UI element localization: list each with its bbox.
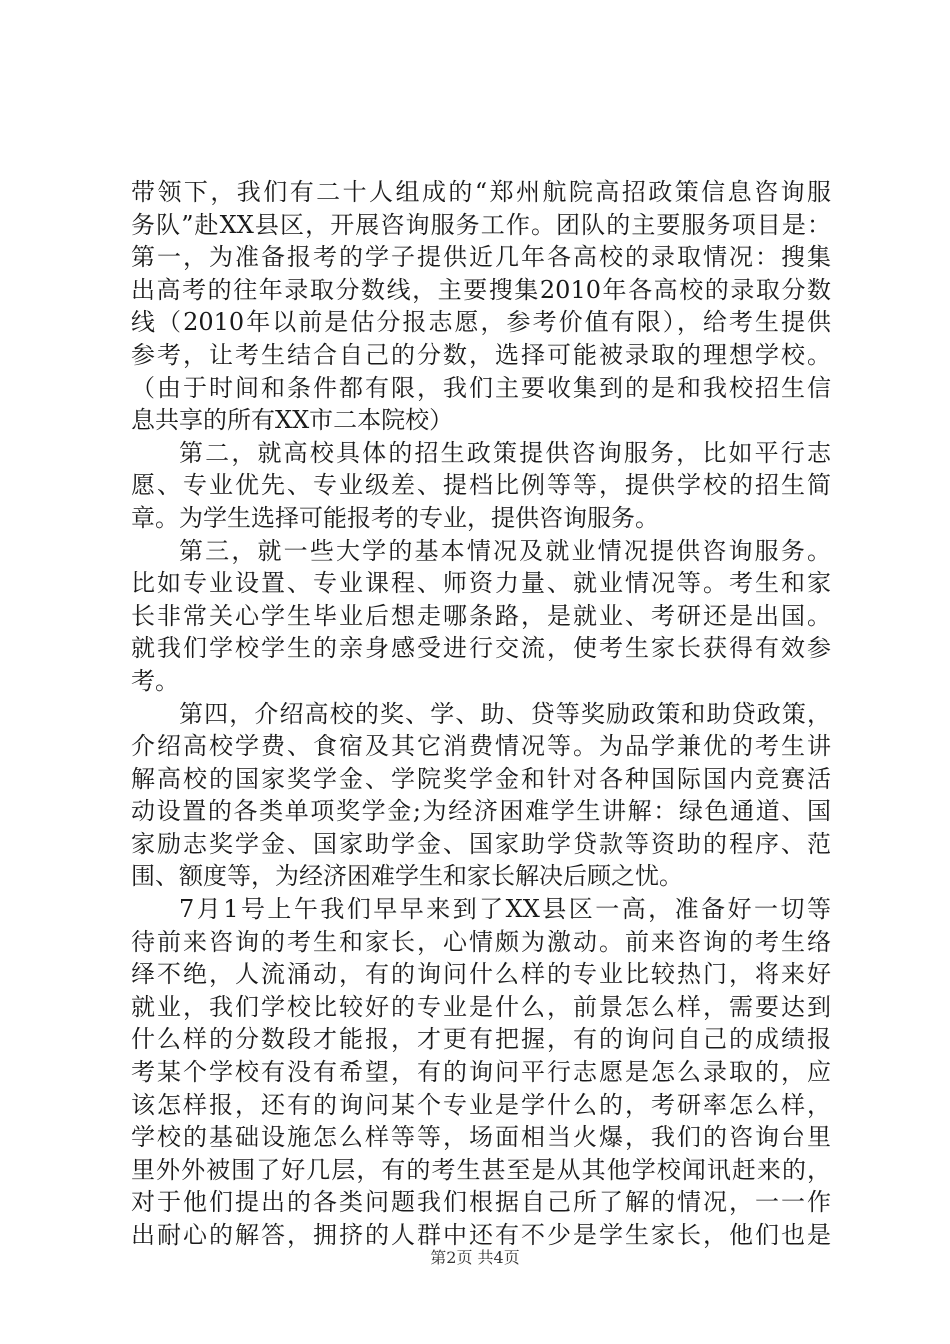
text-line: 第三，就一些大学的基本情况及就业情况提供咨询服务。: [179, 536, 831, 565]
text-line: 第一，为准备报考的学子提供近几年各高校的录取情况：搜集: [131, 243, 831, 272]
text-line: 第四，介绍高校的奖、学、助、贷等奖励政策和助贷政策，: [179, 699, 831, 728]
text-line: 愿、专业优先、专业级差、提档比例等等，提供学校的招生简: [131, 471, 831, 500]
text-line: 息共享的所有XX市二本院校）: [131, 406, 454, 435]
text-line: 参考，让考生结合自己的分数，选择可能被录取的理想学校。: [131, 340, 831, 369]
text-line: 围、额度等，为经济困难学生和家长解决后顾之忧。: [131, 862, 683, 891]
text-line: 7月1号上午我们早早来到了XX县区一高，准备好一切等: [179, 895, 831, 924]
text-line: 长非常关心学生毕业后想走哪条路，是就业、考研还是出国。: [131, 601, 831, 630]
text-line: 绎不绝，人流涌动，有的询问什么样的专业比较热门，将来好: [131, 960, 831, 989]
text-line: 考某个学校有没有希望，有的询问平行志愿是怎么录取的，应: [131, 1058, 831, 1087]
text-line: 就我们学校学生的亲身感受进行交流，使考生家长获得有效参: [131, 634, 831, 663]
text-line: 务队”赴XX县区，开展咨询服务工作。团队的主要服务项目是：: [131, 210, 831, 239]
text-line: 带领下，我们有二十人组成的“郑州航院高招政策信息咨询服: [131, 178, 831, 206]
text-line: 比如专业设置、专业课程、师资力量、就业情况等。考生和家: [131, 569, 831, 598]
text-line: 介绍高校学费、食宿及其它消费情况等。为品学兼优的考生讲: [131, 732, 831, 761]
text-line: 学校的基础设施怎么样等等，场面相当火爆，我们的咨询台里: [131, 1123, 831, 1152]
text-line: 待前来咨询的考生和家长，心情颇为激动。前来咨询的考生络: [131, 927, 831, 956]
text-line: 对于他们提出的各类问题我们根据自己所了解的情况，一一作: [131, 1188, 831, 1217]
text-line: 该怎样报，还有的询问某个专业是学什么的，考研率怎么样，: [131, 1090, 831, 1119]
text-line: 出耐心的解答，拥挤的人群中还有不少是学生家长，他们也是: [131, 1221, 831, 1249]
text-line: 考。: [131, 666, 179, 695]
text-line: 第二，就高校具体的招生政策提供咨询服务，比如平行志: [179, 438, 831, 467]
text-line: 就业，我们学校比较好的专业是什么，前景怎么样，需要达到: [131, 992, 831, 1021]
document-body: [131, 176, 831, 1252]
text-line: 出高考的往年录取分数线，主要搜集2010年各高校的录取分数: [131, 275, 831, 304]
text-line: 线（2010年以前是估分报志愿，参考价值有限），给考生提供: [131, 308, 831, 337]
page-footer: 第2页 共4页: [430, 1248, 520, 1267]
text-line: 章。为学生选择可能报考的专业，提供咨询服务。: [131, 503, 659, 532]
text-line: 家励志奖学金、国家助学金、国家助学贷款等资助的程序、范: [131, 829, 831, 858]
text-line: 里外外被围了好几层，有的考生甚至是从其他学校闻讯赶来的，: [131, 1155, 831, 1184]
text-line: 解高校的国家奖学金、学院奖学金和针对各种国际国内竞赛活: [131, 764, 831, 793]
text-line: 动设置的各类单项奖学金;为经济困难学生讲解：绿色通道、国: [131, 797, 831, 826]
text-line: （由于时间和条件都有限，我们主要收集到的是和我校招生信: [131, 373, 831, 402]
text-line: 什么样的分数段才能报，才更有把握，有的询问自己的成绩报: [131, 1025, 831, 1054]
